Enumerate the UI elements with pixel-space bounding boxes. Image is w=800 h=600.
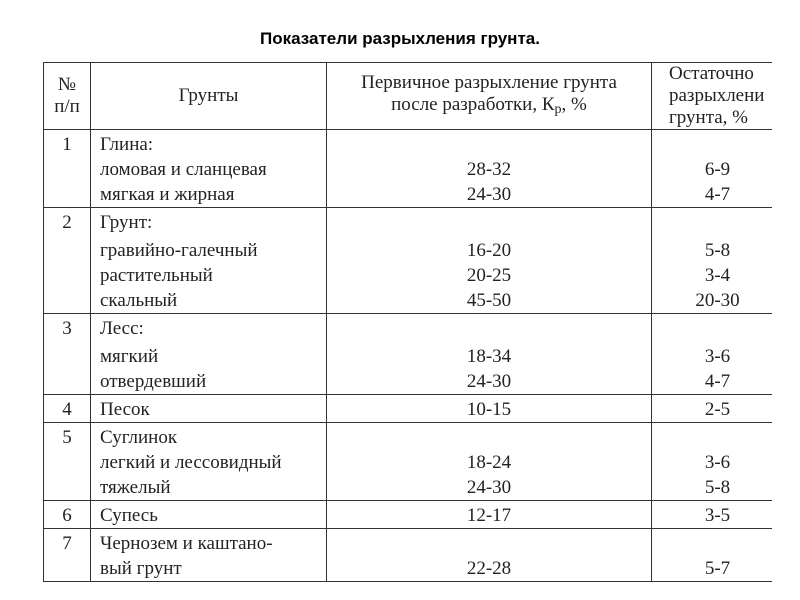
header-num (44, 63, 91, 130)
header-primary-suffix: , % (561, 93, 587, 115)
primary-cell-line: 12-17 (466, 505, 512, 526)
residual-cell-line: 4-7 (704, 184, 731, 205)
soil-cell-line: Лесс: (100, 318, 144, 339)
residual-cell-line: 3-5 (704, 505, 731, 526)
table-row (44, 501, 773, 529)
primary-cell-line: 18-24 (466, 452, 512, 473)
table-row (44, 529, 773, 582)
row-number: 5 (44, 423, 91, 501)
residual-cell-line: 5-7 (704, 558, 731, 579)
soil-cell-line: отвердевший (100, 371, 207, 392)
residual-cell (652, 529, 773, 582)
residual-cell (652, 208, 773, 314)
header-primary-sub: р (554, 101, 562, 117)
primary-cell-line (327, 132, 651, 157)
soil-cell-line: гравийно-галечный (100, 240, 258, 261)
soil-cell-line: мягкая и жирная (100, 184, 235, 205)
primary-cell (327, 395, 652, 423)
residual-cell-line: 5-8 (704, 240, 731, 261)
primary-cell (327, 501, 652, 529)
primary-cell (327, 423, 652, 501)
header-residual-line1: Остаточно (669, 63, 754, 84)
header-num-line1: № (57, 74, 77, 95)
soil-cell (91, 501, 327, 529)
header-primary-line2 (327, 94, 651, 121)
primary-cell-line: 22-28 (466, 558, 512, 579)
residual-cell-line: 6-9 (704, 159, 731, 180)
row-number: 6 (44, 501, 91, 529)
header-primary-prefix: после разработки, К (391, 93, 555, 115)
table-row (44, 395, 773, 423)
row-number: 2 (44, 208, 91, 314)
residual-cell (652, 130, 773, 208)
row-number: 7 (44, 529, 91, 582)
table-container (43, 62, 772, 585)
residual-cell-line (652, 425, 772, 450)
primary-cell-line: 45-50 (466, 290, 512, 311)
primary-cell-line (327, 316, 651, 344)
soil-cell-line: Чернозем и каштано- (100, 533, 273, 554)
table-header-row (44, 63, 773, 130)
header-residual-line3: грунта, % (669, 107, 749, 128)
table-row (44, 130, 773, 208)
soil-cell (91, 529, 327, 582)
primary-cell-line: 24-30 (466, 371, 512, 392)
table-row (44, 423, 773, 501)
residual-cell-line: 3-4 (704, 265, 731, 286)
residual-cell-line: 20-30 (695, 290, 740, 311)
soil-cell-line: мягкий (100, 346, 159, 367)
header-num-line2: п/п (54, 96, 80, 117)
primary-cell-line: 24-30 (466, 477, 512, 498)
soil-cell (91, 130, 327, 208)
soil-cell (91, 208, 327, 314)
header-primary-line1: Первичное разрыхление грунта (361, 71, 617, 93)
primary-cell (327, 130, 652, 208)
residual-cell-line: 5-8 (704, 477, 731, 498)
primary-cell-line (327, 531, 651, 556)
soil-cell-line: Супесь (100, 505, 158, 526)
header-residual-line2: разрыхлени (669, 85, 765, 106)
primary-cell-line: 24-30 (466, 184, 512, 205)
header-primary (327, 63, 652, 130)
residual-cell (652, 314, 773, 395)
table-row (44, 314, 773, 395)
primary-cell-line: 28-32 (466, 159, 512, 180)
residual-cell (652, 395, 773, 423)
soil-loosening-table (43, 62, 772, 582)
soil-cell (91, 423, 327, 501)
row-number: 1 (44, 130, 91, 208)
soil-cell-line: тяжелый (100, 477, 171, 498)
residual-cell (652, 423, 773, 501)
primary-cell-line: 16-20 (466, 240, 512, 261)
residual-cell-line: 3-6 (704, 346, 731, 367)
soil-cell-line: Суглинок (100, 427, 178, 448)
primary-cell-line: 20-25 (466, 265, 512, 286)
row-number: 3 (44, 314, 91, 395)
soil-cell-line: ломовая и сланцевая (100, 159, 267, 180)
table-row (44, 208, 773, 314)
primary-cell (327, 208, 652, 314)
soil-cell-line: Песок (100, 399, 150, 420)
residual-cell-line: 2-5 (704, 399, 731, 420)
soil-cell-line: скальный (100, 290, 178, 311)
residual-cell-line (652, 316, 772, 344)
residual-cell (652, 501, 773, 529)
soil-cell (91, 314, 327, 395)
soil-cell-line: Глина: (100, 134, 154, 155)
soil-cell-line: Грунт: (100, 212, 153, 233)
soil-cell-line: вый грунт (100, 558, 182, 579)
soil-cell (91, 395, 327, 423)
primary-cell-line: 18-34 (466, 346, 512, 367)
page-title: Показатели разрыхления грунта. (260, 29, 540, 48)
primary-cell (327, 529, 652, 582)
residual-cell-line (652, 210, 772, 238)
primary-cell-line (327, 425, 651, 450)
residual-cell-line: 3-6 (704, 452, 731, 473)
primary-cell (327, 314, 652, 395)
soil-cell-line: легкий и лессовидный (100, 452, 282, 473)
soil-cell-line: растительный (100, 265, 213, 286)
residual-cell-line (652, 132, 772, 157)
primary-cell-line: 10-15 (466, 399, 512, 420)
primary-cell-line (327, 210, 651, 238)
residual-cell-line: 4-7 (704, 371, 731, 392)
residual-cell-line (652, 531, 772, 556)
row-number: 4 (44, 395, 91, 423)
header-residual (652, 63, 773, 130)
header-soil: Грунты (91, 63, 327, 130)
